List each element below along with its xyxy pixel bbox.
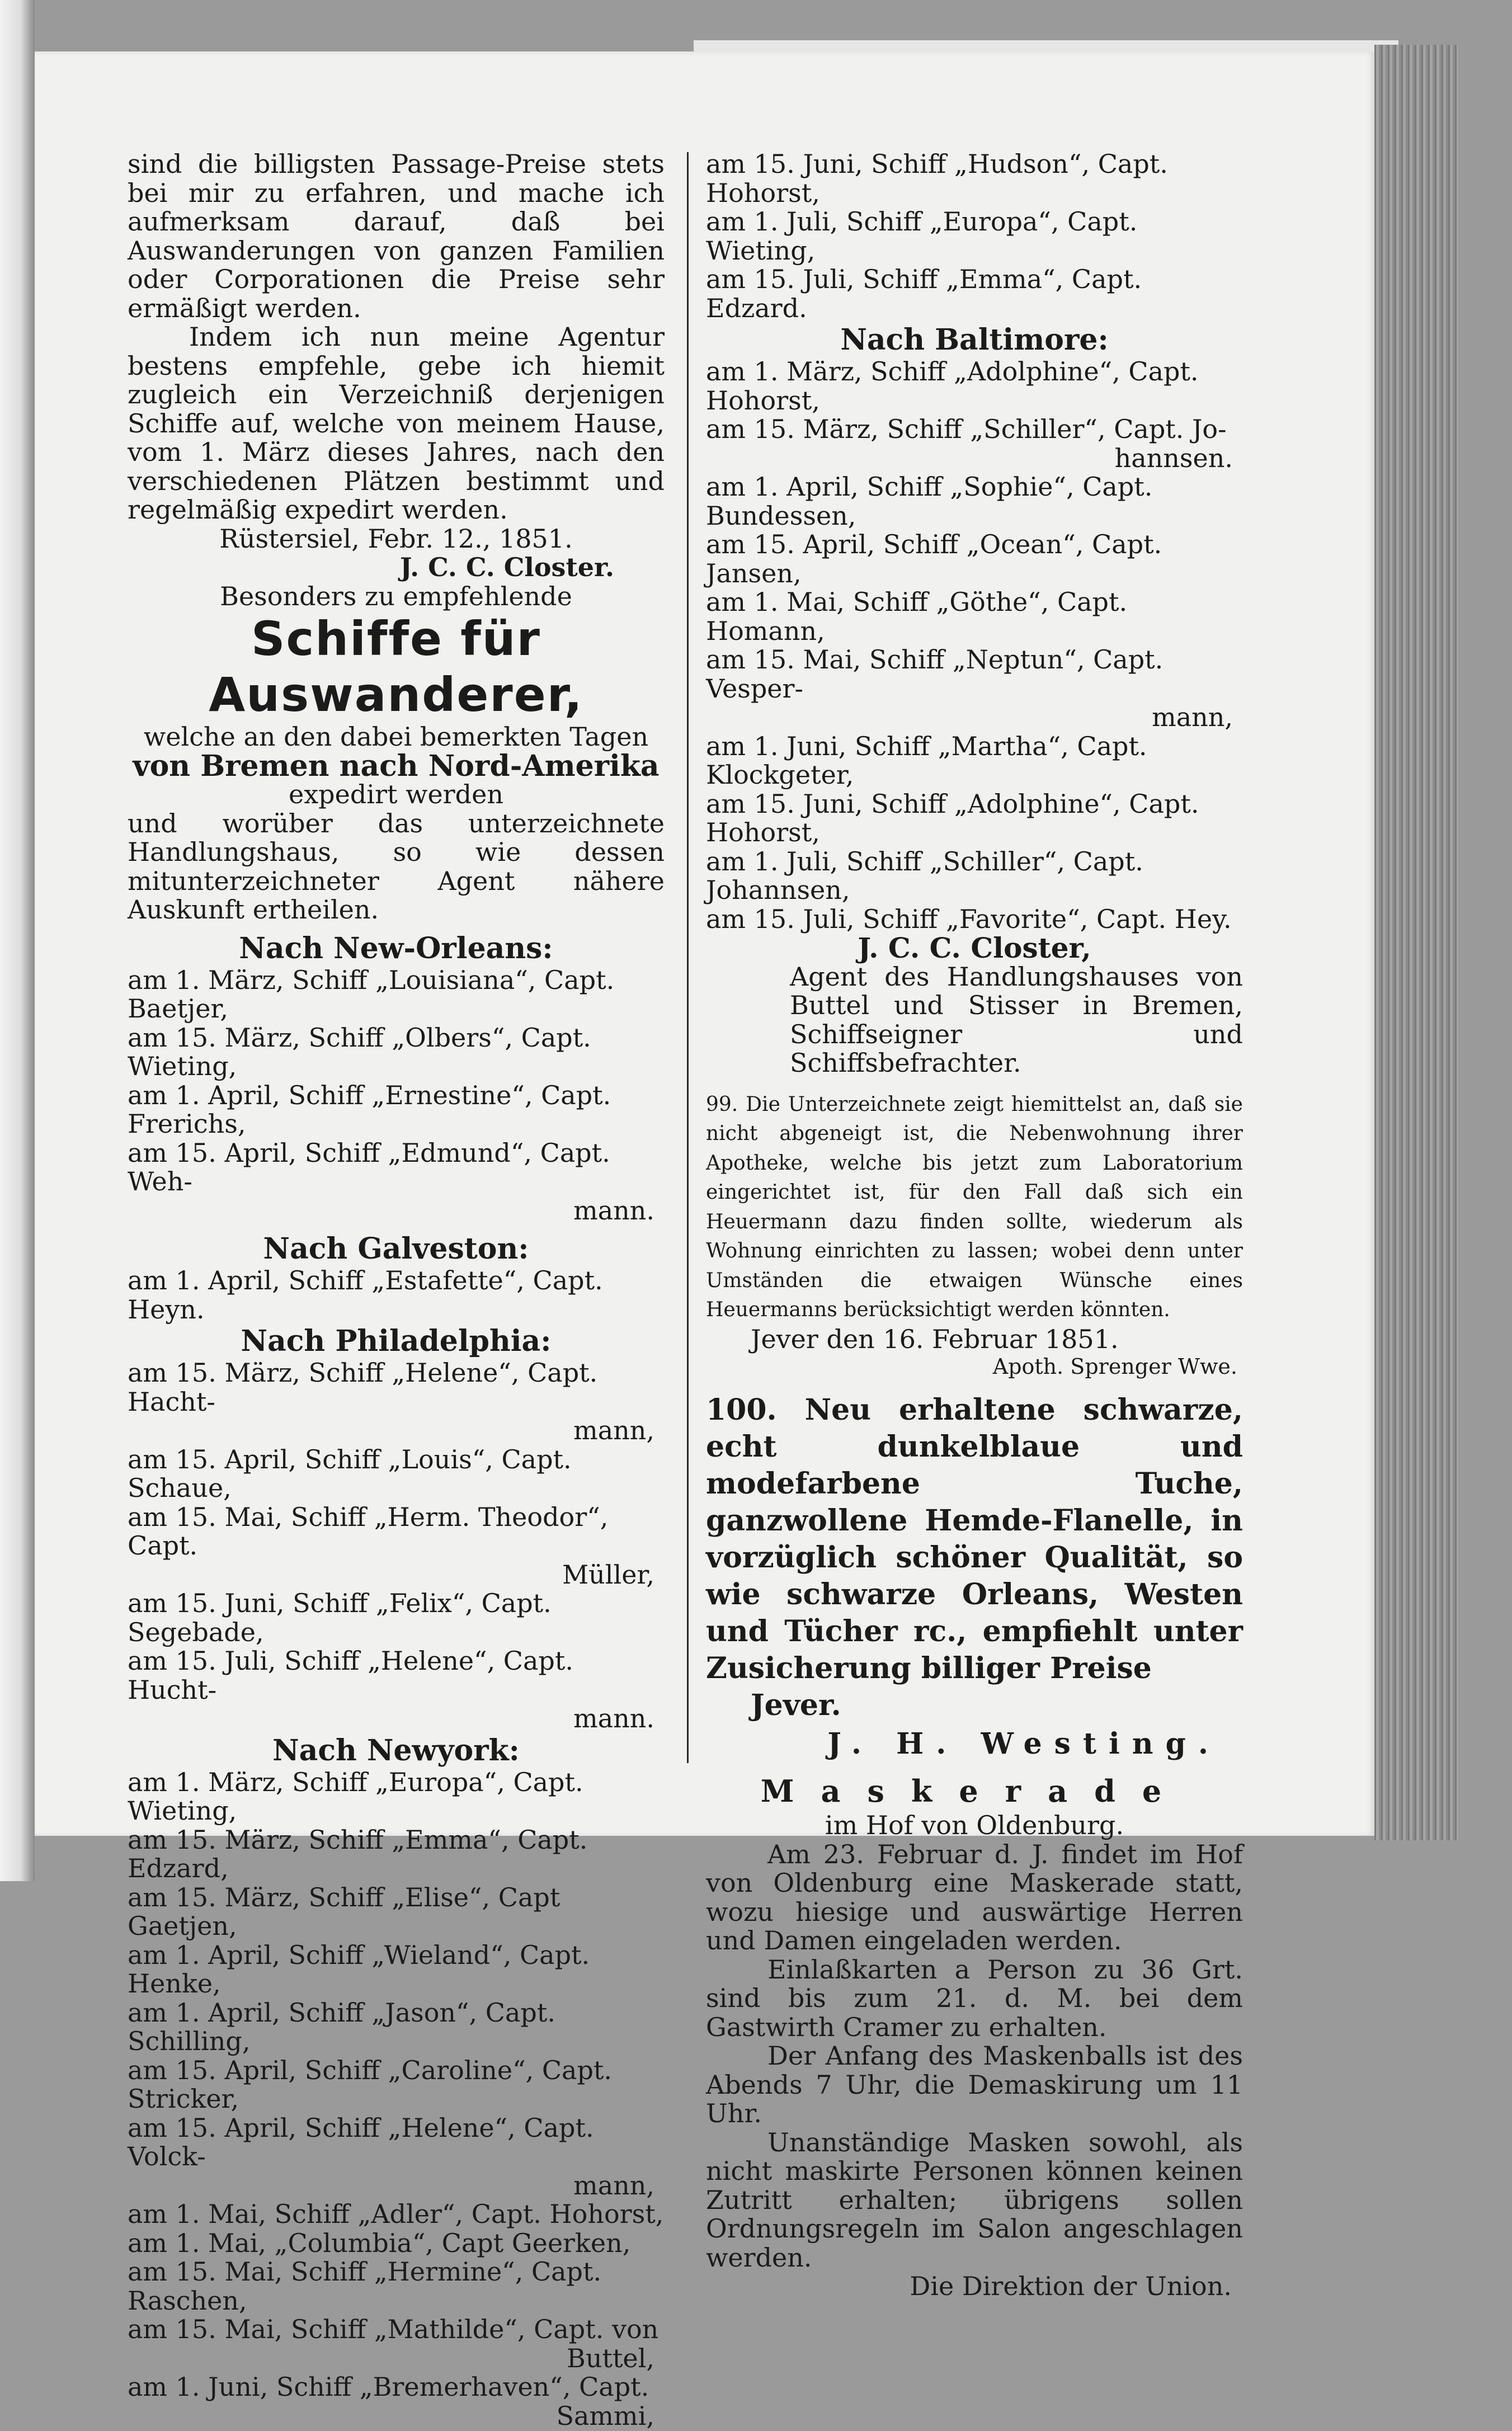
list-item-continuation: mann. bbox=[573, 1195, 654, 1226]
list-item: am 15. Juli, Schiff „Favorite“, Capt. Hey. bbox=[706, 903, 1232, 934]
list-item: am 15. März, Schiff „Schiller“, Capt. Jo- bbox=[706, 414, 1227, 444]
heading-newyork: Nach Newyork: bbox=[272, 1733, 520, 1768]
list-item: am 15. April, Schiff „Edmund“, Capt. Weh- bbox=[128, 1137, 610, 1196]
list-item: am 15. Mai, Schiff „Herm. Theodor“, Capt. bbox=[128, 1501, 609, 1561]
info-paragraph: und worüber das unterzeichnete Handlungshaus, so wie dessen mitunterzeichneter Agent nähere Auskunft ertheilen. bbox=[128, 808, 665, 925]
notice-99-signature: Apoth. Sprenger Wwe. bbox=[992, 1354, 1237, 1379]
list-item: am 15. Mai, Schiff „Neptun“, Capt. Vesper- bbox=[706, 644, 1164, 704]
list-item-continuation: mann. bbox=[573, 1703, 654, 1733]
left-column bbox=[128, 150, 665, 2430]
agent-description: Agent des Handlungshauses von Buttel und Stisser in Bremen, Schiffseigner und Schiffsbefrachter. bbox=[790, 961, 1243, 1078]
list-item: am 1. April, Schiff „Estafette“, Capt. Heyn. bbox=[128, 1265, 603, 1325]
list-item-continuation: mann, bbox=[573, 1415, 654, 1445]
subheading-route: von Bremen nach Nord-Amerika bbox=[133, 748, 660, 783]
list-item: am 1. März, Schiff „Europa“, Capt. Wieting, bbox=[128, 1766, 583, 1826]
page-edge bbox=[694, 40, 1398, 53]
subheading-recommended: Besonders zu empfehlende bbox=[220, 581, 572, 611]
heading-philadelphia: Nach Philadelphia: bbox=[241, 1324, 552, 1358]
book-edge bbox=[1374, 45, 1458, 1840]
list-item: am 1. April, Schiff „Wieland“, Capt. Henke, bbox=[128, 1939, 590, 1999]
masquerade-title: Maskerade bbox=[760, 1773, 1189, 1809]
dateline: Rüstersiel, Febr. 12., 1851. bbox=[219, 523, 573, 554]
right-column bbox=[706, 150, 1243, 2301]
ad-title: Schiffe für Auswanderer, bbox=[209, 611, 583, 722]
list-item: am 1. Mai, Schiff „Göthe“, Capt. Homann, bbox=[706, 587, 1128, 646]
list-item: am 15. März, Schiff „Olbers“, Capt. Wieting, bbox=[128, 1022, 591, 1081]
signature-closter-agent: J. C. C. Closter, bbox=[858, 931, 1091, 964]
ad-100-text: 100. Neu erhaltene schwarze, echt dunkelblaue und modefarbene Tuche, ganzwollene Hemde-Flanelle, in vorzüglich schöner Qualität, so wie schwarze Orleans, Westen und Tücher rc., empfiehlt unter Zusicherung billiger Preise bbox=[706, 1393, 1243, 1685]
list-item: am 15. Mai, Schiff „Mathilde“, Capt. von bbox=[128, 2314, 659, 2344]
list-item: am 1. April, Schiff „Ernestine“, Capt. Frerichs, bbox=[128, 1080, 611, 1139]
subheading-expedited: expedirt werden bbox=[289, 779, 503, 809]
list-item: am 15. Juli, Schiff „Emma“, Capt. Edzard. bbox=[706, 264, 1142, 323]
heading-baltimore: Nach Baltimore: bbox=[840, 323, 1109, 357]
masquerade-venue: im Hof von Oldenburg. bbox=[825, 1810, 1124, 1840]
list-item-continuation: Buttel, bbox=[567, 2343, 654, 2373]
list-item: am 15. Juni, Schiff „Adolphine“, Capt. Hohorst, bbox=[706, 788, 1199, 847]
list-item: am 1. Juni, Schiff „Bremerhaven“, Capt. bbox=[128, 2372, 649, 2402]
heading-galveston: Nach Galveston: bbox=[263, 1232, 529, 1266]
masquerade-tickets: Einlaßkarten a Person zu 36 Grt. sind bis zum 21. d. M. bei dem Gastwirth Cramer zu erhalten. bbox=[706, 1954, 1243, 2042]
list-item: am 1. Juni, Schiff „Martha“, Capt. Klockgeter, bbox=[706, 731, 1147, 790]
list-item: am 15. April, Schiff „Ocean“, Capt. Jansen, bbox=[706, 529, 1162, 588]
list-item: am 15. März, Schiff „Elise“, Capt Gaetjen, bbox=[128, 1882, 560, 1941]
agency-paragraph: Indem ich nun meine Agentur bestens empfehle, gebe ich hiemit zugleich ein Verzeichniß derjenigen Schiffe auf, welche von meinem Hause, vom 1. März dieses Jahres, nach den verschiedenen Plätzen bestimmt und regelmäßig expedirt werden. bbox=[128, 322, 665, 525]
notice-99-date: Jever den 16. Februar 1851. bbox=[751, 1323, 1119, 1354]
subheading-days: welche an den dabei bemerkten Tagen bbox=[143, 722, 649, 752]
list-item: am 15. April, Schiff „Helene“, Capt. Volck- bbox=[128, 2112, 594, 2171]
masquerade-time: Der Anfang des Maskenballs ist des Abends 7 Uhr, die Demaskirung um 11 Uhr. bbox=[706, 2041, 1243, 2128]
list-item: am 15. Mai, Schiff „Hermine“, Capt. Raschen, bbox=[128, 2256, 602, 2316]
list-item: am 1. Mai, „Columbia“, Capt Geerken, bbox=[128, 2227, 631, 2258]
list-item-continuation: Sammi, bbox=[556, 2400, 654, 2431]
masquerade-paragraph: Am 23. Februar d. J. findet im Hof von Oldenburg eine Maskerade statt, wozu hiesige und auswärtige Herren und Damen eingeladen werden. bbox=[706, 1839, 1243, 1956]
list-item-continuation: hannsen. bbox=[1114, 442, 1233, 473]
list-item: am 15. April, Schiff „Caroline“, Capt. Stricker, bbox=[128, 2055, 613, 2114]
list-item: am 1. Juli, Schiff „Schiller“, Capt. Johannsen, bbox=[706, 846, 1143, 905]
notice-99: 99. Die Unterzeichnete zeigt hiemittelst an, daß sie nicht abgeneigt ist, die Nebenwohnung ihrer Apotheke, welche bis jetzt zum Laboratorium eingerichtet ist, für den Fall daß sich ein Heuermann dazu finden sollte, wiederum als Wohnung einrichten zu lassen; wobei denn unter Umständen die etwaigen Wünsche eines Heuermanns berücksichtigt werden könnten. bbox=[706, 1092, 1243, 1321]
list-item: am 15. Juni, Schiff „Hudson“, Capt. Hohorst, bbox=[706, 149, 1168, 208]
list-item: am 15. April, Schiff „Louis“, Capt. Schaue, bbox=[128, 1444, 572, 1503]
masquerade-signature: Die Direktion der Union. bbox=[910, 2271, 1232, 2301]
masquerade-rules: Unanständige Masken sowohl, als nicht maskirte Personen können keinen Zutritt erhalten; übrigens sollen Ordnungsregeln im Salon angeschlagen werden. bbox=[706, 2127, 1243, 2273]
list-item: am 15. März, Schiff „Helene“, Capt. Hacht- bbox=[128, 1358, 598, 1417]
list-item: am 1. April, Schiff „Jason“, Capt. Schilling, bbox=[128, 1997, 555, 2056]
list-item: am 15. Juli, Schiff „Helene“, Capt. Hucht- bbox=[128, 1646, 573, 1705]
list-item-continuation: Müller, bbox=[562, 1559, 654, 1590]
heading-new-orleans: Nach New-Orleans: bbox=[239, 931, 553, 965]
list-item: am 15. März, Schiff „Emma“, Capt. Edzard, bbox=[128, 1824, 588, 1883]
list-item-continuation: mann, bbox=[573, 2170, 654, 2201]
signature-closter: J. C. C. Closter. bbox=[399, 552, 614, 582]
list-item: am 15. Juni, Schiff „Felix“, Capt. Segebade, bbox=[128, 1588, 552, 1647]
list-item: am 1. Juli, Schiff „Europa“, Capt. Wieting, bbox=[706, 206, 1138, 266]
list-item-continuation: mann, bbox=[1152, 702, 1233, 732]
ad-100-place: Jever. bbox=[751, 1688, 841, 1722]
list-item: am 1. März, Schiff „Adolphine“, Capt. Hohorst, bbox=[706, 356, 1199, 416]
intro-paragraph: sind die billigsten Passage-Preise stets bei mir zu erfahren, und mache ich aufmerksam darauf, daß bei Auswanderungen von ganzen Familien oder Corporationen die Preise sehr ermäßigt werden. bbox=[128, 149, 665, 323]
list-item: am 1. April, Schiff „Sophie“, Capt. Bundessen, bbox=[706, 472, 1153, 531]
list-item: am 1. Mai, Schiff „Adler“, Capt. Hohorst, bbox=[128, 2199, 664, 2229]
ad-100-signature: J. H. Westing. bbox=[827, 1727, 1221, 1761]
column-rule bbox=[687, 152, 689, 1763]
page-gutter bbox=[0, 0, 35, 1881]
list-item: am 1. März, Schiff „Louisiana“, Capt. Baetjer, bbox=[128, 964, 615, 1024]
